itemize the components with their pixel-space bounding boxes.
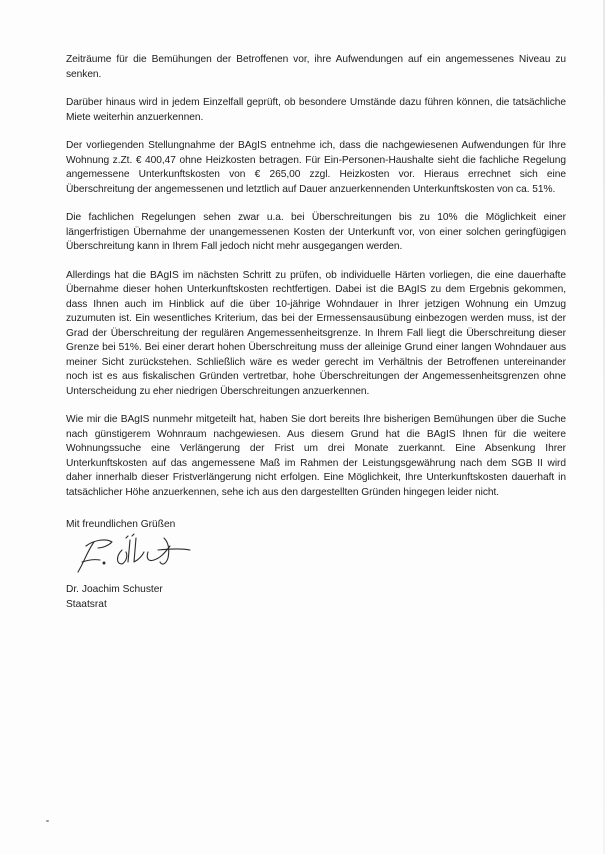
paragraph-1: Zeiträume für die Bemühungen der Betroffenen vor, ihre Aufwendungen auf ein angemessenes Niveau zu senken. xyxy=(66,54,566,80)
signer-title: Staatsrat xyxy=(66,598,107,610)
paragraph-3: Der vorliegenden Stellungnahme der BAgIS entnehme ich, dass die nachgewiesenen Aufwendungen für Ihre Wohnung z.Zt. € 400,47 ohne Heizkosten betragen. Für Ein-Personen-Haushalte sieht die fachliche Regelung angemessene Unterkunftskosten von € 265,00 zzgl. Heizkosten vor. Hieraus errechnet sich eine Überschreitung der angemessenen und letztlich auf Dauer anzuerkennenden Unterkunftskosten von ca. 51%. xyxy=(66,140,566,195)
paragraph-5: Allerdings hat die BAgIS im nächsten Schritt zu prüfen, ob individuelle Härten vorliegen, die eine dauerhafte Übernahme dieser hohen Unterkunftskosten rechtfertigen. Dabei ist die BAgIS zu dem Ergebnis gekommen, dass Ihnen auch im Hinblick auf die über 10-jährige Wohndauer in Ihrer jetzigen Wohnung ein Umzug zuzumuten ist. Ein wesentliches Kriterium, das bei der Ermessensausübung einbezogen werden muss, ist der Grad der Überschreitung der regulären Angemessenheitsgrenze. In Ihrem Fall liegt die Überschreitung dieser Grenze bei 51%. Bei einer derart hohen Überschreitung muss der alleinige Grund einer langen Wohndauer aus meiner Sicht zurückstehen. Schließlich wäre es weder gerecht im Verhältnis der Betroffenen untereinander noch ist es aus fiskalischen Gründen vertretbar, hohe Überschreitungen der Angemessenheitsgrenzen ohne Unterscheidung zu eher niedrigen Überschreitungen anzuerkennen. xyxy=(66,269,566,397)
handwritten-signature-icon xyxy=(64,532,194,576)
signer-name: Dr. Joachim Schuster xyxy=(66,584,163,595)
closing-salutation: Mit freundlichen Grüßen xyxy=(66,519,176,530)
paragraph-2: Darüber hinaus wird in jedem Einzelfall geprüft, ob besondere Umstände dazu führen können, die tatsächliche Miete weiterhin anzuerkennen. xyxy=(66,97,566,123)
letter-body xyxy=(66,53,566,514)
paragraph-6: Wie mir die BAgIS nunmehr mitgeteilt hat, haben Sie dort bereits Ihre bisherigen Bemühungen über die Suche nach günstigerem Wohnraum nachgewiesen. Aus diesem Grund hat die BAgIS Ihnen für die weitere Wohnungssuche eine Verlängerung der Frist um drei Monate zuerkannt. Eine Absenkung Ihrer Unterkunftskosten auf das angemessene Maß im Rahmen der Leistungsgewährung nach dem SGB II wird daher innerhalb dieser Fristverlängerung nicht erfolgen. Eine Möglichkeit, Ihre Unterkunftskosten dauerhaft in tatsächlicher Höhe anzuerkennen, sehe ich aus den dargestellten Gründen hingegen leider nicht. xyxy=(66,414,566,498)
signer-block xyxy=(66,583,163,612)
paragraph-4: Die fachlichen Regelungen sehen zwar u.a. bei Überschreitungen bis zu 10% die Möglichkeit einer längerfristigen Übernahme der unangemessenen Kosten der Unterkunft vor, von einer solchen geringfügigen Überschreitung kann in Ihrem Fall jedoch nicht mehr ausgegangen werden. xyxy=(66,212,566,252)
scan-speck xyxy=(46,820,49,822)
